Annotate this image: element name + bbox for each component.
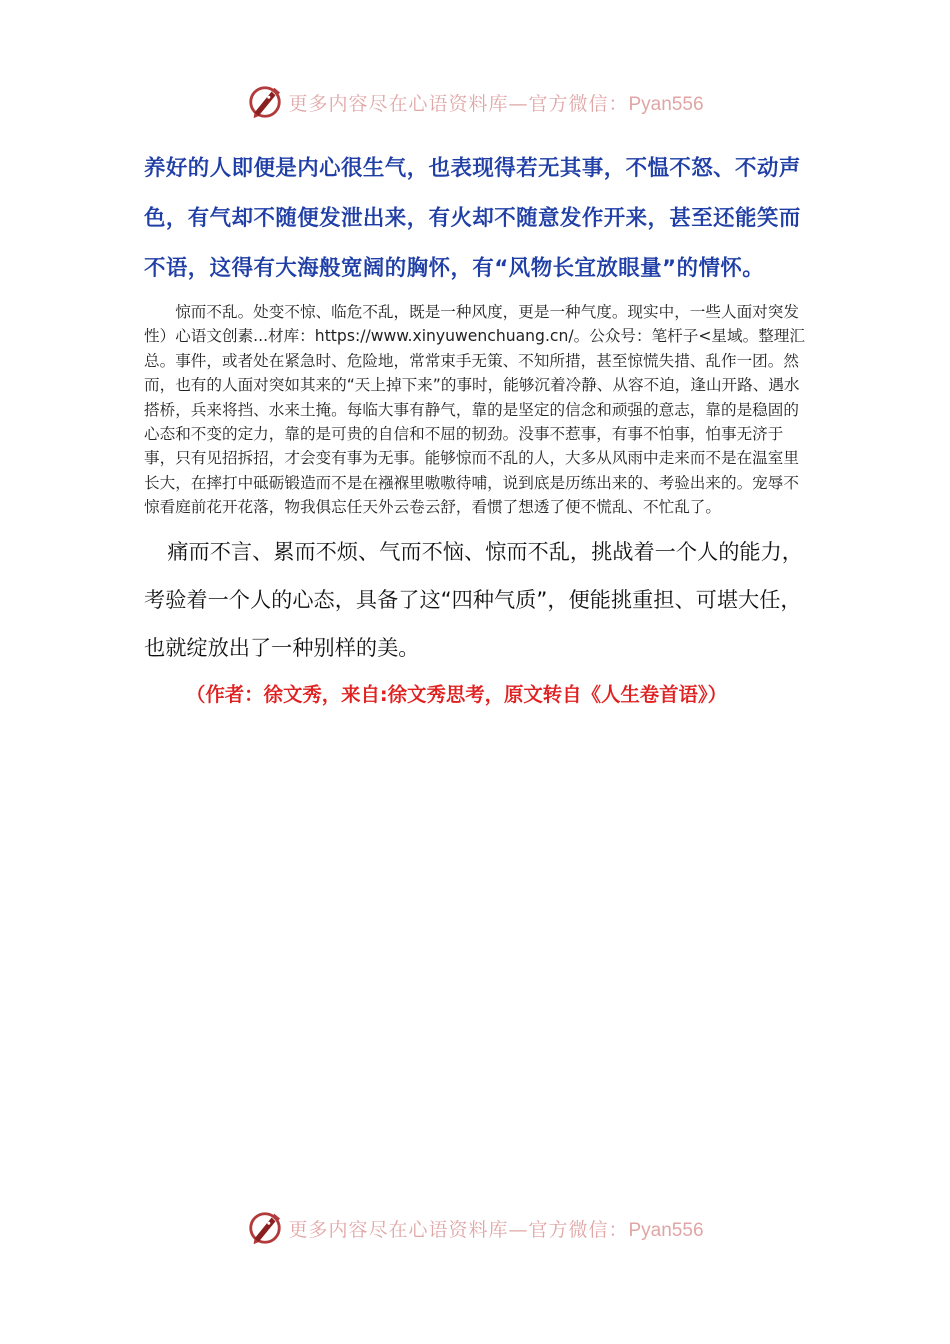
banner-text: 更多内容尽在心语资料库—官方微信：Pyan556: [288, 1218, 704, 1241]
highlight-paragraph: 养好的人即便是内心很生气，也表现得若无其事，不愠不怒、不动声色，有气却不随便发泄出来，有火却不随意发作开来，甚至还能笑而不语，这得有大海般宽阔的胸怀，有“风物长宜放眼量”的情怀。: [144, 156, 801, 281]
wechat-id: Pyan556: [628, 93, 704, 115]
banner-text: 更多内容尽在心语资料库—官方微信：Pyan556: [288, 92, 704, 115]
conclusion-paragraph: 痛而不言、累而不烦、气而不恼、惊而不乱，挑战着一个人的能力，考验着一个人的心态，具备了这“四种气质”，便能挑重担、可堪大任，也就绽放出了一种别样的美。: [144, 538, 803, 660]
body-paragraph: 惊而不乱。处变不惊、临危不乱，既是一种风度，更是一种气度。现实中，一些人面对突发性）心语文创素...材库：https://www.xinyuwenchuang.cn/。公众号：笔杆子<星域。整理汇总。事件，或者处在紧急时、危险地，常常束手无策、不知所措，甚至惊慌失措、乱作一团。然而，也有的人面对突如其来的“天上掉下来”的事时，能够沉着冷静、从容不迫，逢山开路、遇水搭桥，兵来将挡、水来土掩。每临大事有静气，靠的是坚定的信念和顽强的意志，靠的是稳固的心态和不变的定力，靠的是可贵的自信和不屈的韧劲。没事不惹事，有事不怕事，怕事无济于事，只有见招拆招，才会变有事为无事。能够惊而不乱的人，大多从风雨中走来而不是在温室里长大，在摔打中砥砺锻造而不是在襁褓里嗷嗷待哺，说到底是历练出来的、考验出来的。宠辱不惊看庭前花开花落，物我俱忘任天外云卷云舒，看惯了想透了便不慌乱、不忙乱了。: [144, 303, 805, 517]
article-content: [144, 144, 808, 712]
pen-nib-logo-icon: [246, 1209, 284, 1247]
wechat-id: Pyan556: [628, 1219, 704, 1241]
footer-banner: [0, 1208, 950, 1248]
pen-nib-logo-icon: [246, 83, 284, 121]
header-banner: [0, 82, 950, 122]
author-credit: （作者：徐文秀，来自:徐文秀思考，原文转自《人生卷首语》）: [186, 682, 727, 706]
